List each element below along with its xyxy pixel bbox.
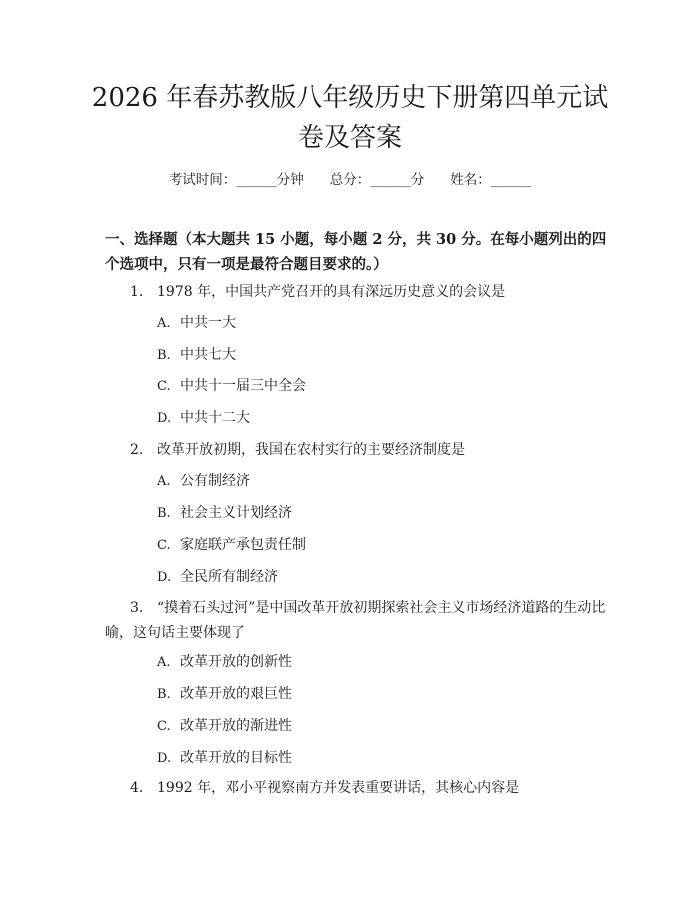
option-3d	[157, 748, 607, 769]
option-1c	[157, 376, 607, 397]
option-text: 改革开放的目标性	[180, 750, 292, 766]
exam-meta	[0, 168, 700, 188]
option-3c	[157, 716, 607, 737]
option-letter: D.	[157, 411, 172, 426]
option-letter: C.	[157, 379, 171, 394]
question-stem: “摸着石头过河”是中国改革开放初期探索社会主义市场经济道路的生动比喻，这句话主要体现了	[105, 600, 606, 641]
option-text: 中共七大	[180, 347, 236, 363]
question-number: 4.	[130, 780, 144, 796]
option-text: 家庭联产承包责任制	[180, 537, 306, 553]
option-text: 中共一大	[180, 315, 236, 331]
option-text: 改革开放的创新性	[180, 654, 292, 670]
section-heading: 一、选择题（本大题共 15 小题，每小题 2 分，共 30 分。在每小题列出的四个选项中，只有一项是最符合题目要求的。）	[105, 231, 607, 273]
option-text: 中共十二大	[180, 410, 250, 426]
option-letter: C.	[157, 719, 171, 734]
option-1a	[157, 313, 607, 334]
option-letter: B.	[157, 506, 171, 521]
question-3	[105, 596, 613, 646]
title-line-1: 2026 年春苏教版八年级历史下册第四单元试	[91, 83, 609, 113]
option-1d	[157, 408, 607, 429]
option-2c	[157, 535, 607, 556]
option-text: 改革开放的艰巨性	[180, 686, 292, 702]
name-field: 姓名：______	[450, 172, 532, 188]
option-letter: C.	[157, 538, 171, 553]
total-score-field: 总分：______分	[329, 172, 425, 188]
option-letter: D.	[157, 570, 172, 585]
option-letter: A.	[157, 655, 171, 670]
question-number: 2.	[130, 442, 144, 458]
option-letter: A.	[157, 474, 171, 489]
question-stem: 改革开放初期，我国在农村实行的主要经济制度是	[157, 442, 465, 458]
question-1	[105, 280, 617, 305]
question-2	[105, 438, 617, 463]
option-text: 中共十一届三中全会	[180, 378, 306, 394]
option-letter: B.	[157, 687, 171, 702]
option-text: 社会主义计划经济	[180, 505, 292, 521]
question-number: 3.	[130, 600, 144, 616]
page-title	[60, 78, 640, 158]
question-stem: 1978 年，中国共产党召开的具有深远历史意义的会议是	[157, 284, 506, 300]
option-3b	[157, 684, 607, 705]
question-number: 1.	[130, 284, 144, 300]
option-3a	[157, 652, 607, 673]
option-letter: D.	[157, 751, 172, 766]
option-2a	[157, 471, 607, 492]
question-stem: 1992 年，邓小平视察南方并发表重要讲话，其核心内容是	[157, 780, 520, 796]
option-1b	[157, 345, 607, 366]
option-text: 公有制经济	[180, 473, 250, 489]
option-2b	[157, 503, 607, 524]
exam-time-field: 考试时间：______分钟	[168, 172, 304, 188]
title-line-2: 卷及答案	[297, 123, 402, 153]
option-2d	[157, 567, 607, 588]
option-letter: B.	[157, 348, 171, 363]
option-text: 全民所有制经济	[180, 569, 278, 585]
option-text: 改革开放的渐进性	[180, 718, 292, 734]
option-letter: A.	[157, 316, 171, 331]
question-4	[105, 776, 617, 801]
